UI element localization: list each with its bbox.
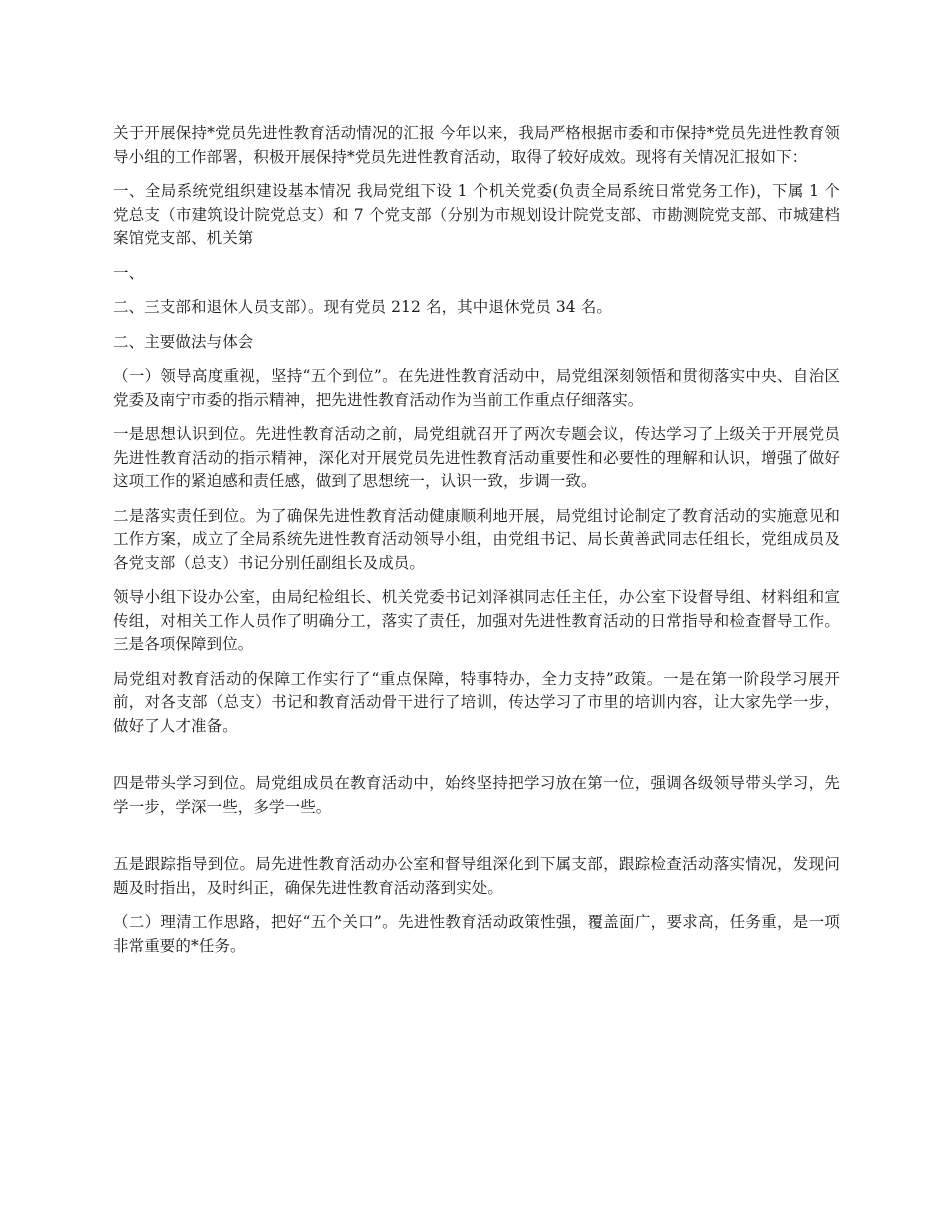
paragraph-section-one: 一、全局系统党组织建设基本情况 我局党组下设 1 个机关党委(负责全局系统日常党务工作)，下属 1 个党总支（市建筑设计院党总支）和 7 个党支部（分别为市规划设计院党支部、市勘测院党支部、市城建档案馆党支部、机关第: [113, 182, 840, 247]
paragraph-guidance: 五是跟踪指导到位。局先进性教育活动办公室和督导组深化到下属支部，跟踪检查活动落实情况，发现问题及时指出，及时纠正，确保先进性教育活动落到实处。: [113, 855, 840, 897]
document-body: [113, 122, 840, 969]
paragraph-checkpoints: （二）理清工作思路，把好“五个关口”。先进性教育活动政策性强，覆盖面广，要求高，任务重，是一项非常重要的*任务。: [113, 913, 840, 955]
paragraph-title-intro: 关于开展保持*党员先进性教育活动情况的汇报 今年以来，我局严格根据市委和市保持*党员先进性教育领导小组的工作部署，积极开展保持*党员先进性教育活动，取得了较好成效。现将有关情况汇报如下：: [113, 124, 840, 166]
paragraph-thinking: 一是思想认识到位。先进性教育活动之前，局党组就召开了两次专题会议，传达学习了上级关于开展党员先进性教育活动的指示精神，深化对开展党员先进性教育活动重要性和必要性的理解和认识，增强了做好这项工作的紧迫感和责任感，做到了思想统一，认识一致，步调一致。: [113, 425, 840, 490]
paragraph-responsibility: 二是落实责任到位。为了确保先进性教育活动健康顺利地开展，局党组讨论制定了教育活动的实施意见和工作方案，成立了全局系统先进性教育活动领导小组，由党组书记、局长黄善武同志任组长，党组成员及各党支部（总支）书记分别任副组长及成员。: [113, 506, 840, 572]
paragraph-office: 领导小组下设办公室，由局纪检组长、机关党委书记刘泽祺同志任主任，办公室下设督导组、材料组和宣传组，对相关工作人员作了明确分工，落实了责任，加强对先进性教育活动的日常指导和检查督导工作。三是各项保障到位。: [113, 588, 840, 653]
paragraph-fragment: 一、: [113, 263, 145, 282]
paragraph-guarantee: 局党组对教育活动的保障工作实行了“重点保障，特事特办，全力支持”政策。一是在第一阶段学习展开前，对各支部（总支）书记和教育活动骨干进行了培训，传达学习了市里的培训内容，让大家先学一步，做好了人才准备。: [113, 669, 840, 735]
paragraph-leadership: （一）领导高度重视，坚持“五个到位”。在先进性教育活动中，局党组深刻领悟和贯彻落实中央、自治区党委及南宁市委的指示精神，把先进性教育活动作为当前工作重点仔细落实。: [113, 367, 840, 409]
paragraph-study: 四是带头学习到位。局党组成员在教育活动中，始终坚持把学习放在第一位，强调各级领导带头学习，先学一步，学深一些，多学一些。: [113, 774, 840, 816]
paragraph-party-members: 二、三支部和退休人员支部）。现有党员 212 名，其中退休党员 34 名。: [113, 298, 612, 316]
paragraph-section-two-heading: 二、主要做法与体会: [113, 332, 254, 351]
